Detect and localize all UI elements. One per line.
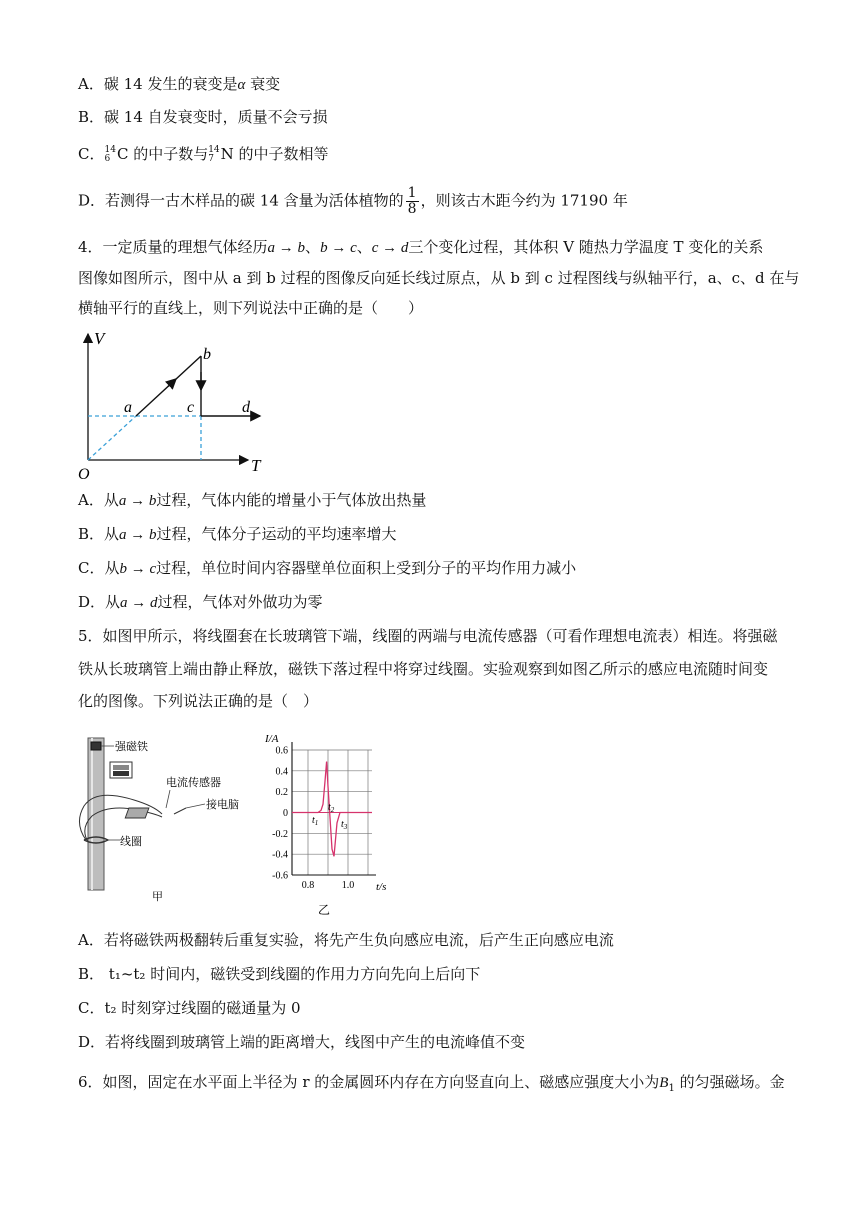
nitrogen-atomic-number: 7 — [208, 154, 214, 164]
point-d-label: d — [242, 399, 250, 416]
q4-option-a-text: 过程，气体内能的增量小于气体放出热量 — [156, 491, 427, 509]
q5-apparatus-figure — [74, 728, 260, 902]
y-tick-label: 0.4 — [275, 766, 288, 778]
separator: 、 — [305, 238, 321, 256]
y-tick-label: 0 — [283, 808, 288, 819]
q3-option-c-label: C． — [78, 145, 105, 163]
q4-option-d-text: 过程，气体对外做功为零 — [157, 593, 323, 611]
glass-tube — [88, 738, 104, 890]
q4-stem-text-1: 4．一定质量的理想气体经历 — [78, 238, 268, 256]
q5-stem-line-3: 化的图像。下列说法正确的是（ ） — [78, 692, 319, 710]
q4-option-c — [78, 557, 576, 580]
q5-option-a: A．若将磁铁两极翻转后重复实验，将先产生负向感应电流，后产生正向感应电流 — [78, 931, 614, 949]
y-axis-label: I/A — [265, 733, 279, 745]
q3-option-d-end: ，则该古木距今约为 17190 年 — [420, 191, 628, 210]
q3-option-a-text: A．碳 14 发生的衰变是 — [78, 75, 238, 93]
annotation-t3: $t_3$ — [341, 819, 348, 831]
q4-option-c-text: 过程，单位时间内容器壁单位面积上受到分子的平均作用力减小 — [156, 559, 577, 577]
b1-subscript: 1 — [668, 1083, 675, 1094]
q4-vt-graph — [70, 322, 280, 482]
strong-magnet — [91, 742, 101, 750]
q4-stem-line-2: 图像如图所示，图中从 a 到 b 过程的图像反向延长线过原点，从 b 到 c 过程图线与纵轴平行，a、c、d 在与 — [78, 269, 800, 287]
b1-symbol: B — [659, 1075, 669, 1091]
q6-stem-text-end: 的匀强磁场。金 — [674, 1073, 785, 1091]
q4-option-d-label: D．从 — [78, 593, 121, 611]
coil-label: 线圈 — [120, 836, 142, 848]
q4-stem-line-3: 横轴平行的直线上，则下列说法中正确的是（ ） — [78, 299, 424, 317]
annotation-t1: $t_1$ — [312, 815, 319, 827]
origin-label: O — [78, 466, 90, 482]
current-sensor-box — [125, 808, 149, 818]
nitrogen-symbol: N — [220, 145, 234, 163]
arrow-a-b — [168, 379, 176, 387]
q5-stem-line-1: 5．如图甲所示，将线圈套在长玻璃管下端，线圈的两端与电流传感器（可看作理想电流表）相连。将强磁 — [78, 627, 778, 645]
fraction-numerator: 1 — [407, 185, 417, 201]
alpha-symbol: α — [237, 77, 246, 93]
nitrogen-14-nuclide — [208, 143, 234, 165]
x-tick-label: 0.8 — [301, 880, 315, 891]
q4-option-d-process: a → d — [120, 595, 158, 611]
process-c-d: c → d — [371, 240, 409, 256]
x-tick-label: 1.0 — [341, 880, 355, 891]
dashed-origin-to-a — [88, 416, 136, 460]
q6-stem-text: 6．如图，固定在水平面上半径为 r 的金属圆环内存在方向竖直向上、磁感应强度大小为 — [78, 1073, 660, 1091]
v-axis-label: V — [94, 329, 105, 348]
q4-option-b-label: B．从 — [78, 525, 120, 543]
q5-option-d: D．若将线圈到玻璃管上端的距离增大，线图中产生的电流峰值不变 — [78, 1033, 526, 1051]
q3-option-b: B．碳 14 自发衰变时，质量不会亏损 — [78, 108, 328, 126]
q4-option-c-process: b → c — [119, 561, 157, 577]
fraction-denominator: 8 — [407, 201, 417, 217]
one-eighth-fraction — [406, 186, 419, 217]
q4-option-a-process: a → b — [118, 493, 157, 509]
q5-stem-line-2: 铁从长玻璃管上端由静止释放，磁铁下落过程中将穿过线圈。实验观察到如图乙所示的感应电流随时间变 — [78, 660, 769, 678]
q4-option-a — [78, 489, 426, 512]
q4-option-a-label: A．从 — [78, 491, 119, 509]
figure-jia-caption: 甲 — [152, 891, 163, 902]
q4-stem-line-1 — [78, 236, 763, 259]
carbon-14-nuclide — [104, 143, 128, 165]
x-axis-label: t/s — [376, 881, 387, 893]
q5-option-c: C．t₂ 时刻穿过线圈的磁通量为 0 — [78, 999, 301, 1017]
nitrogen-mass-number: 14 — [208, 145, 220, 155]
q4-stem-text-2: 三个变化过程，其体积 V 随热力学温度 T 变化的关系 — [408, 238, 764, 256]
t-axis-label: T — [251, 456, 261, 475]
q4-option-c-label: C．从 — [78, 559, 120, 577]
figure-yi-caption: 乙 — [318, 903, 331, 917]
q3-option-d — [78, 186, 628, 217]
q4-option-b-text: 过程，气体分子运动的平均速率增大 — [156, 525, 397, 543]
carbon-atomic-number: 6 — [104, 154, 111, 164]
carbon-symbol: C — [116, 145, 129, 163]
process-a-b: a → b — [267, 240, 306, 256]
q4-option-b — [78, 523, 397, 546]
q3-option-d-text: D．若测得一古木样品的碳 14 含量为活体植物的 — [78, 191, 404, 210]
y-tick-label: 0.2 — [275, 787, 288, 799]
annotation-t2: $t_2$ — [328, 802, 335, 814]
q6-stem-line-1 — [78, 1071, 785, 1100]
q3-option-c-end: 的中子数相等 — [233, 145, 329, 163]
q4-option-b-process: a → b — [119, 527, 157, 543]
computer-label: 接电脑 — [206, 799, 239, 811]
y-tick-label: 0.6 — [275, 745, 288, 757]
separator: 、 — [356, 238, 372, 256]
q3-option-c — [78, 143, 329, 165]
point-b-label: b — [203, 346, 211, 363]
sensor-label: 电流传感器 — [166, 777, 221, 789]
process-b-c: b → c — [320, 240, 357, 256]
q3-option-c-mid: 的中子数与 — [128, 145, 209, 163]
q3-option-a-end: 衰变 — [245, 75, 281, 93]
q3-option-a — [78, 73, 280, 96]
magnet-label: 强磁铁 — [115, 741, 148, 753]
point-a-label: a — [124, 399, 132, 416]
q5-option-b: B． t₁~t₂ 时间内，磁铁受到线圈的作用力方向先向上后向下 — [78, 965, 481, 983]
q5-current-time-chart — [256, 730, 396, 918]
y-tick-label: -0.2 — [272, 828, 288, 840]
q4-option-d — [78, 591, 323, 614]
y-tick-label: -0.4 — [272, 849, 288, 861]
carbon-mass-number: 14 — [104, 145, 116, 155]
y-tick-label: -0.6 — [272, 870, 288, 882]
point-c-label: c — [187, 399, 195, 416]
